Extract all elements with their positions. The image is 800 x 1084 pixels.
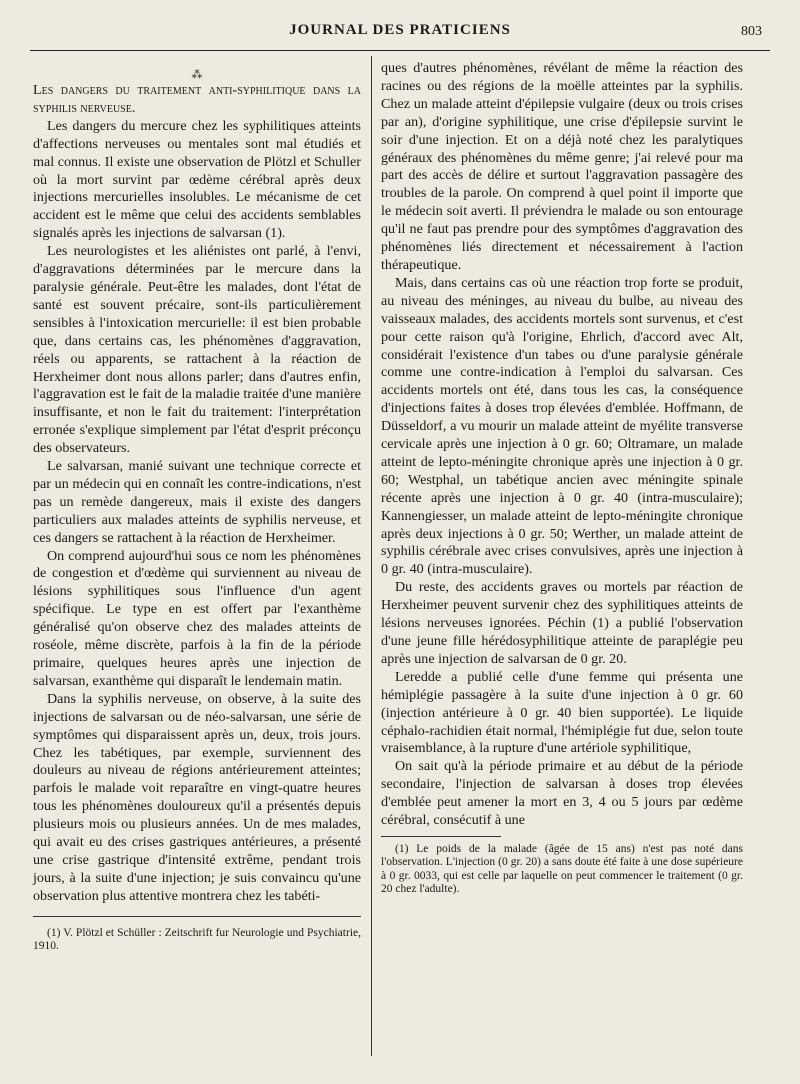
left-column	[33, 60, 361, 954]
paragraph: Dans la syphilis nerveuse, on observe, à la suite des injections de salvarsan ou de néo-salvarsan, une série de symptômes qui disparaissent après un, deux, trois jours. Chez les tabétiques, par exemple, surviennent des douleurs au niveau de régions antérieurement atteintes; parfois le malade voit reparaître en vingt-quatre heures tous les phénomènes douloureux qu'il a présentés depuis plusieurs mois ou plusieurs années. Un de mes malades, qui avait eu des crises gastriques antérieures, a présenté une crise gastrique d'intensité extrême, pendant trois jours, à la suite d'une injection; je suis convaincu qu'une observation plus attentive montrera chez les tabéti-	[33, 690, 361, 904]
paragraph: Leredde a publié celle d'une femme qui présenta une hémiplégie passagère à la suite d'une injection à 0 gr. 60 (injection antérieure à 0 gr. 40 bien supportée). Le liquide céphalo-rachidien était normal, l'hémiplégie fut due, selon toute vraisemblance, à la rupture d'une artériole syphilitique,	[381, 668, 743, 757]
paragraph: Les neurologistes et les aliénistes ont parlé, à l'envi, d'aggravations déterminées par le mercure dans la paralysie générale. Peut-être les malades, dont l'état de santé est souvent précaire, sont-ils particulièrement sensibles à l'intoxication mercurielle: il est bien probable que, dans certains cas, les phénomènes d'aggravation, réels ou apparents, se rattachent à la réaction de Herxheimer dont nous allons parler; dans d'autres enfin, l'aggravation est le fait de la maladie traitée d'une manière insuffisante, et non le fait du traitement: l'interprétation erronée s'explique simplement par l'état d'esprit préconçu des observateurs.	[33, 243, 361, 457]
paragraph: On sait qu'à la période primaire et au début de la période secondaire, l'injection de salvarsan à doses trop élevées d'emblée peut amener la mort en 3, 4 ou 5 jours par œdème cérébral, consécutif à une	[381, 758, 743, 829]
paragraph: Les dangers du mercure chez les syphilitiques atteints d'affections nerveuses ou mentales sont mal étudiés et mal connus. Il existe une observation de Plötzl et Schuller où la mort survint par œdème cérébral après deux injections mercurielles insolubles. Le mécanisme de cet accident est le même que celui des accidents semblables signalés après les injections de salvarsan (1).	[33, 117, 361, 242]
header-rule	[30, 50, 770, 51]
column-divider	[371, 56, 372, 1056]
journal-title: JOURNAL DES PRATICIENS	[289, 22, 511, 38]
right-column	[381, 60, 743, 897]
page-number: 803	[741, 24, 762, 39]
running-header	[30, 22, 770, 44]
paragraph: On comprend aujourd'hui sous ce nom les phénomènes de congestion et d'œdème qui surviennent au niveau de lésions syphilitiques sous l'influence d'un agent spécifique. Le type en est offert par l'exanthème généralisé qu'on observe chez des malades atteints de roséole, même discrète, parfois à la fin de la période primaire, quelques heures après une injection de salvarsan, exanthème qui disparaît le lendemain matin.	[33, 547, 361, 689]
paragraph: Le salvarsan, manié suivant une technique correcte et par un médecin qui en connaît les contre-indications, n'est pas un remède dangereux, mais il existe des dangers particuliers aux malades atteints de syphilis nerveuse, et ces dangers se rattachent à la réaction de Herxheimer.	[33, 458, 361, 546]
paragraph: ques d'autres phénomènes, révélant de même la réaction des racines ou des régions de la moëlle atteintes par la syphilis. Chez un malade atteint d'épilepsie vulgaire (deux ou trois crises par an), d'origine syphilitique, une crise d'épilepsie survint le soir d'une injection. Et on a déjà noté chez les paralytiques généraux des phénomènes du même genre; j'ai relevé pour ma part des accès de délire et surtout l'aggravation passagère des troubles de la parole. On comprend à quel point il importe que le médecin soit averti. Il préviendra le malade ou son entourage qu'il ne faut pas prendre pour des symptômes d'aggravation des phénomènes liés directement et nécessairement à l'action thérapeutique.	[381, 60, 743, 273]
footnote: (1) Le poids de la malade (âgée de 15 ans) n'est pas noté dans l'observation. L'injection (0 gr. 20) a sans doute été faite à une dose supérieure à 0 gr. 0033, qui est celle par laquelle on peut commencer le traitement (0 gr. 20 chez l'adulte).	[381, 842, 743, 896]
footnote-rule	[381, 836, 501, 837]
footnote: (1) V. Plötzl et Schüller : Zeitschrift fur Neurologie und Psychiatrie, 1910.	[33, 926, 361, 953]
paragraph: Du reste, des accidents graves ou mortels par réaction de Herxheimer peuvent survenir chez des syphilitiques atteints de lésions nerveuses ignorées. Péchin (1) a publié l'observation d'une jeune fille hérédosyphilitique atteinte de paraplégie peu après une injection de salvarsan de 0 gr. 20.	[381, 579, 743, 667]
footnote-rule	[33, 916, 361, 917]
section-ornament: ⁂	[191, 69, 203, 81]
paragraph: Mais, dans certains cas où une réaction trop forte se produit, au niveau des méninges, au niveau du bulbe, au niveau des vaisseaux malades, des accidents mortels sont survenus, et c'est pour cette raison qu'à l'origine, Ehrlich, d'accord avec Alt, considérait l'existence d'un tabes ou d'une paralysie générale comme une contre-indication à l'emploi du salvarsan. Ces accidents mortels ont été, dans tous les cas, la conséquence d'injections faites à doses trop élevées d'emblée. Hoffmann, de Düsseldorf, a vu mourir un malade atteint de myélite transverse cervicale après une injection à 0 gr. 60; Oltramare, un malade atteint de lepto-méningite chronique après une injection à 0 gr. 60; Westphal, un tabétique ancien avec méningite spinale récente après une injection à 0 gr. 40 (intra-musculaire); Kannengiesser, un malade atteint de lepto-méningite chronique après deux injections à 0 gr. 50; Werther, un malade atteint de syphilis cérébrale avec crises convulsives, après une injection à 0 gr. 40 (intra-musculaire).	[381, 274, 743, 578]
section-title: Les dangers du traitement anti-syphilitique dans la syphilis nerveuse.	[33, 82, 361, 116]
